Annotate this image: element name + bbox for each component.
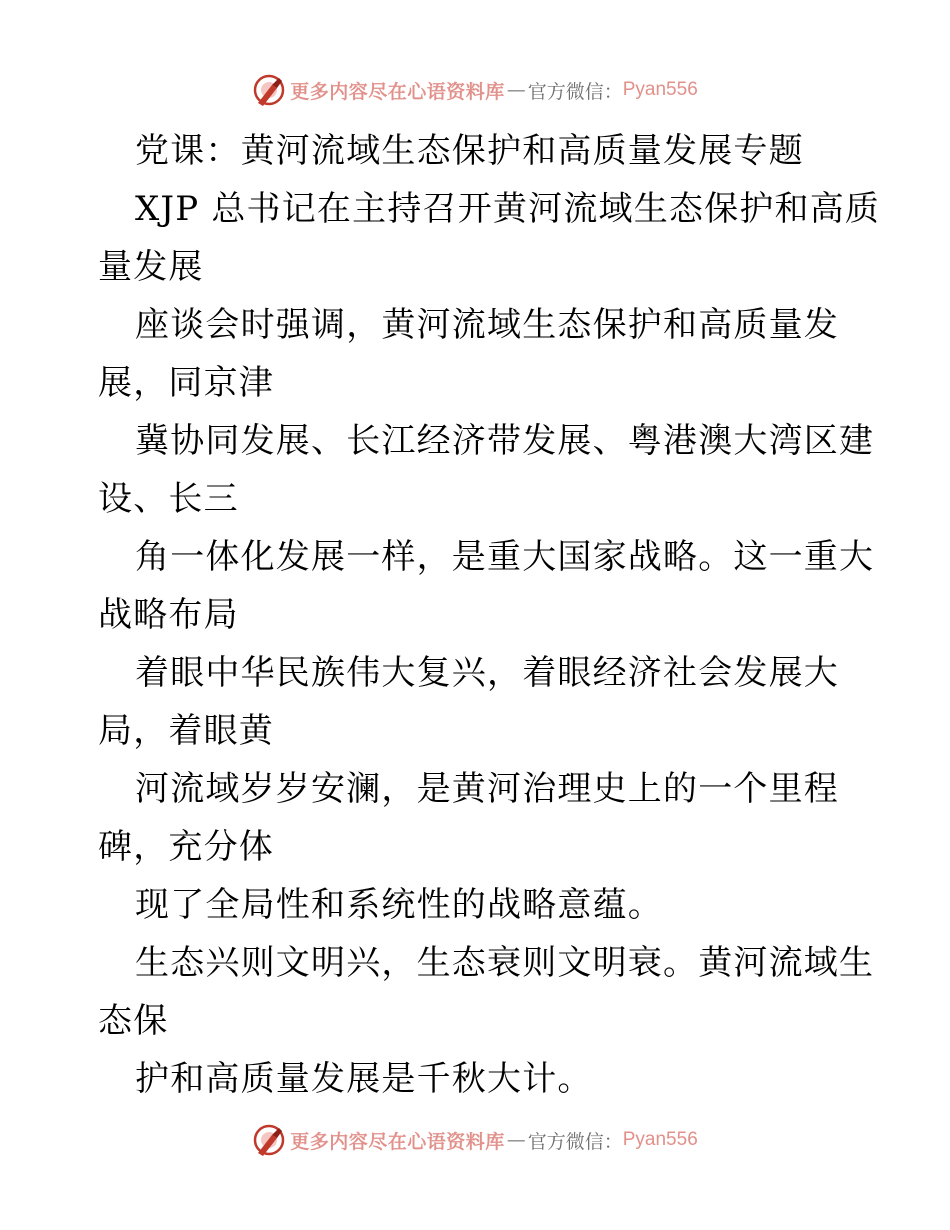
body-line: 碑，充分体 bbox=[98, 827, 274, 867]
document-body bbox=[98, 122, 881, 1108]
body-line: 座谈会时强调，黄河流域生态保护和高质量发 bbox=[135, 305, 839, 345]
body-line: 着眼中华民族伟大复兴，着眼经济社会发展大 bbox=[135, 653, 839, 693]
body-line: 展，同京津 bbox=[98, 363, 274, 403]
pen-nib-logo-icon bbox=[252, 1123, 286, 1157]
footer-brand-text: 更多内容尽在心语资料库 bbox=[290, 1130, 505, 1153]
body-line: 态保 bbox=[98, 1001, 169, 1041]
body-line: 设、长三 bbox=[98, 479, 239, 519]
body-line: 生态兴则文明兴，生态衰则文明衰。黄河流域生 bbox=[135, 943, 875, 983]
pen-nib-logo-icon bbox=[252, 73, 286, 107]
header-wechat-label: 官方微信： bbox=[527, 80, 623, 103]
body-line: XJP 总书记在主持召开黄河流域生态保护和高质 bbox=[135, 189, 881, 229]
footer-wechat-label: 官方微信： bbox=[527, 1130, 623, 1153]
header-banner bbox=[0, 70, 950, 110]
body-line: 现了全局性和系统性的战略意蕴。 bbox=[135, 885, 663, 925]
body-line: 护和高质量发展是千秋大计。 bbox=[135, 1059, 593, 1099]
footer-dash: — bbox=[506, 1129, 526, 1151]
header-dash: — bbox=[506, 79, 526, 101]
footer-wechat-id: Pyan556 bbox=[622, 1129, 698, 1150]
body-line: 量发展 bbox=[98, 247, 204, 287]
body-line: 冀协同发展、长江经济带发展、粤港澳大湾区建 bbox=[135, 421, 875, 461]
document-title: 党课：黄河流域生态保护和高质量发展专题 bbox=[135, 131, 804, 171]
body-line: 战略布局 bbox=[98, 595, 239, 635]
body-line: 河流域岁岁安澜，是黄河治理史上的一个里程 bbox=[135, 769, 839, 809]
body-line: 角一体化发展一样，是重大国家战略。这一重大 bbox=[135, 537, 875, 577]
header-brand-text: 更多内容尽在心语资料库 bbox=[290, 80, 505, 103]
footer-banner bbox=[0, 1120, 950, 1160]
header-wechat-id: Pyan556 bbox=[622, 79, 698, 100]
body-line: 局，着眼黄 bbox=[98, 711, 274, 751]
